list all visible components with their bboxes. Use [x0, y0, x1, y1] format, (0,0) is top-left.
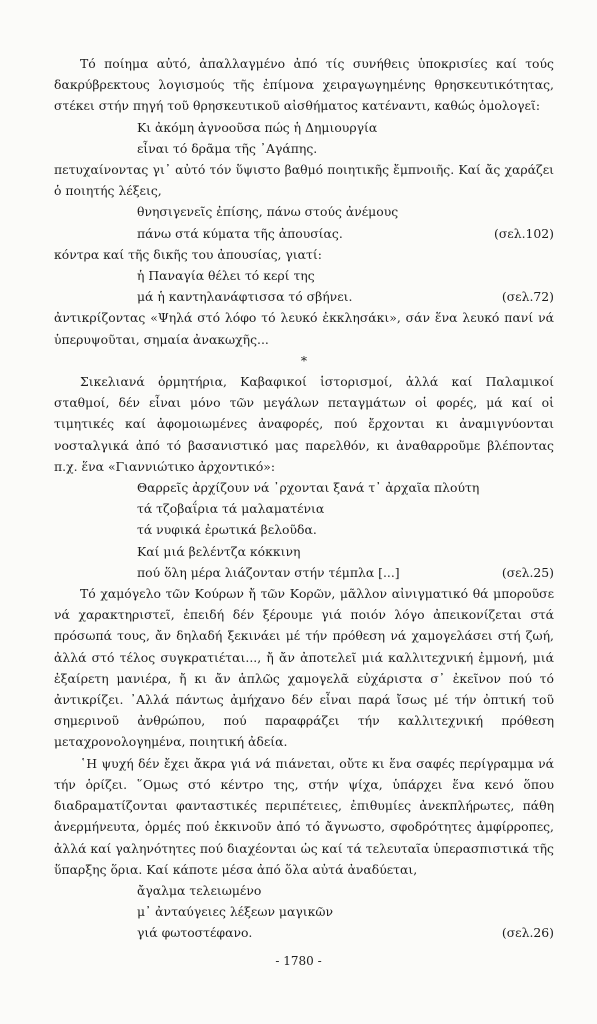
paragraph: Τό χαμόγελο τῶν Κούρων ἤ τῶν Κορῶν, μᾶλλον αἰνιγματικό θά μποροῦσε νά χαρακτηριστεῖ, ἐπειδή δέν ξέρουμε γιά ποιόν λόγο ἀπεικονίζεται στά πρόσωπά τους, ἄν δηλαδή ξεκινάει μέ τήν πρόθεση νά χαμογελάσει στή ζωή, ἀλλά στό τέλος συγκρατιέται..., ἤ ἄν ἀποτελεῖ μιά καλλιτεχνική ἐμμονή, μιά ἐξαίρετη μανιέρα, ἤ κι ἄν ἁπλῶς χαμογελᾶ εὐχάριστα σ᾿ ἐκεῖνον πού τό ἀντικρίζει. ᾿Αλλά πάντως ἀμήχανο δέν εἶναι παρά ἴσως μέ τήν ὀπτική τοῦ σημερινοῦ ἀνθρώπου, πού παραφράζει τήν καλλιτεχνική πρόθεση μεταχρονολογημένα, ποιητική ἀδεία. — [54, 586, 554, 750]
paragraph: κόντρα καί τῆς δικῆς του ἀπουσίας, γιατί: — [54, 246, 322, 262]
verse-line — [137, 138, 554, 159]
verse-line — [137, 519, 554, 540]
paragraph: ἀντικρίζοντας «Ψηλά στό λόφο τό λευκό ἐκκλησάκι», σάν ἕνα λευκό πανί νά ὑπερυψοῦται, σημαία ἀνακωχῆς... — [54, 310, 554, 347]
verse-line-text: πού ὅλη μέρα λιάζονταν στήν τέμπλα [...] — [137, 564, 400, 580]
paragraph: Σικελιανά ὁρμητήρια, Καβαφικοί ἱστορισμοί, ἀλλά καί Παλαμικοί σταθμοί, δέν εἶναι μόνο τῶν μεγάλων πεταγμάτων οἱ φορές, μά καί οἱ τιμητικές καί ἀφομοιωμένες ἀναφορές, πού ἔρχονται κι ἀναμιγνύονται νοσταλγικά ἀπό τό βασανιστικό μας παρελθόν, κι ἀναθαρροῦμε βλέποντας π.χ. ἕνα «Γιαννιώτικο ἀρχοντικό»: — [54, 374, 554, 474]
verse-line-text: τά τζοβαΐρια τά μαλαματένια — [137, 501, 325, 517]
paragraph: πετυχαίνοντας γι᾿ αὐτό τόν ὕψιστο βαθμό ποιητικῆς ἔμπνοιῆς. Καί ἄς χαράζει ὁ ποιητής λέξεις, — [54, 162, 554, 199]
verse-line — [137, 880, 554, 901]
verse-line-text: γιά φωτοστέφανο. — [137, 925, 253, 941]
page-reference: (σελ.72) — [501, 289, 554, 305]
verse-quote — [54, 265, 554, 307]
verse-line — [137, 265, 554, 286]
verse-line — [137, 541, 554, 562]
verse-line-text: μά ἡ καντηλανάφτισσα τό σβήνει. — [137, 289, 353, 305]
verse-line — [137, 201, 554, 222]
verse-line — [137, 498, 554, 519]
verse-line-text: ἄγαλμα τελειωμένο — [137, 882, 262, 898]
verse-line-text: μ᾿ ἀνταύγειες λέξεων μαγικῶν — [137, 904, 333, 920]
paragraph: ῾Η ψυχή δέν ἔχει ἄκρα γιά νά πιάνεται, οὔτε κι ἕνα σαφές περίγραμμα νά τήν ὁρίζει. ῞Ομως στό κέντρο της, στήν ψίχα, ὑπάρχει ἕνα κενό ὅπου διαδραματίζονται φανταστικές περιπέτειες, ἐπιθυμίες ἀνεκπλήρωτες, πάθη ἀνερμήνευτα, ὁρμές πού ἐκκινοῦν ἀπό τό ἄγνωστο, σφοδρότητες ἀμφίρροπες, ἀλλά καί γαληνότητες πού διαχέονται ὡς καί τά τελευταῖα ὑπερασπιστικά τῆς ὕπαρξης ὅρια. Καί κάποτε μέσα ἀπό ὅλα αὐτά ἀναδύεται, — [54, 755, 554, 877]
page-number: - 1780 - — [275, 954, 322, 968]
verse-line-text: Θαρρεῖς ἀρχίζουν νά ᾿ρχονται ξανά τ᾿ ἀρχαῖα πλούτη — [137, 480, 480, 496]
verse-quote — [54, 117, 554, 159]
verse-line-text: Κι ἀκόμη ἀγνοοῦσα πώς ἡ Δημιουργία — [137, 119, 378, 135]
verse-quote — [54, 880, 554, 944]
section-separator: * — [300, 352, 308, 368]
verse-line — [137, 922, 554, 943]
verse-line — [137, 477, 554, 498]
verse-line-text: πάνω στά κύματα τῆς ἀπουσίας. — [137, 225, 343, 241]
verse-line — [137, 223, 554, 244]
verse-line — [137, 562, 554, 583]
page-reference: (σελ.26) — [501, 925, 554, 941]
verse-line — [137, 286, 554, 307]
verse-line-text: τά νυφικά ἐρωτικά βελοῦδα. — [137, 522, 317, 538]
verse-line-text: εἶναι τό δρᾶμα τῆς ᾿Αγάπης. — [137, 140, 318, 156]
page-reference: (σελ.102) — [494, 225, 554, 241]
verse-line — [137, 117, 554, 138]
page-reference: (σελ.25) — [501, 564, 554, 580]
verse-line-text: θνησιγενεῖς ἐπίσης, πάνω στούς ἀνέμους — [137, 204, 399, 220]
verse-line-text: Καί μιά βελέντζα κόκκινη — [137, 543, 301, 559]
verse-line — [137, 901, 554, 922]
paragraph: Τό ποίημα αὐτό, ἀπαλλαγμένο ἀπό τίς συνήθεις ὑποκρισίες καί τούς δακρύβρεκτους λογισμούς τῆς ἐπίμονα χειραγωγημένης θρησκευτικότητας, στέκει στήν πηγή τοῦ θρησκευτικοῦ αἰσθήματος κατέναντι, καθώς ὁμολογεῖ: — [54, 56, 554, 114]
body-text — [54, 53, 554, 944]
verse-line-text: ἡ Παναγία θέλει τό κερί της — [137, 268, 315, 284]
verse-quote — [54, 201, 554, 243]
verse-quote — [54, 477, 554, 583]
